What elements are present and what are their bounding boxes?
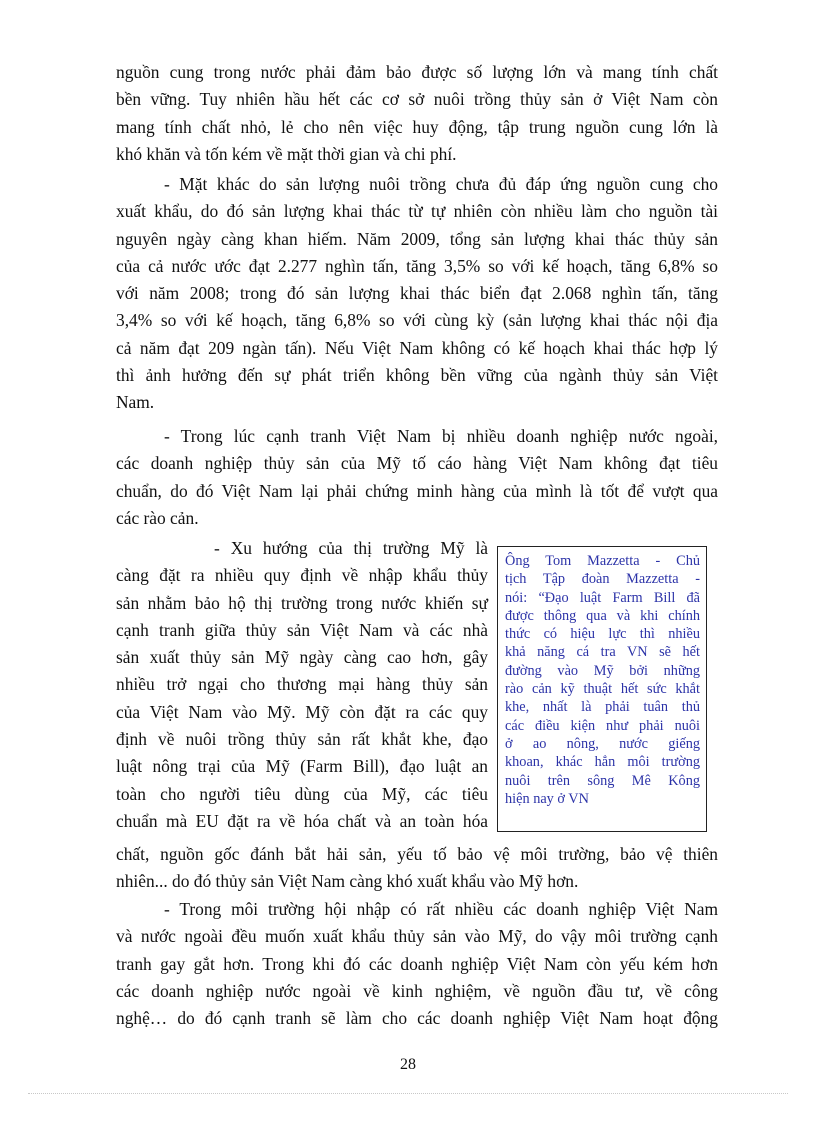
text-line: sản nhằm bảo hộ thị trường trong nước khiến sự [116,592,488,613]
text-line: bền vững. Tuy nhiên hầu hết các cơ sở nuôi trồng thủy sản ở Việt Nam còn [116,89,718,110]
paragraph-3 [116,423,718,532]
text-line: - Trong lúc cạnh tranh Việt Nam bị nhiều doanh nghiệp nước ngoài, [164,426,718,446]
text-line: luật nông trại của Mỹ (Farm Bill), đạo luật an [116,756,488,777]
text-line: nguồn cung trong nước phải đảm bảo được số lượng lớn và mang tính chất [116,62,718,82]
text-line: chuẩn, do đó Việt Nam lại phải chứng minh hàng của mình là tốt để vượt qua [116,480,718,501]
text-line: của Việt Nam vào Mỹ. Mỹ còn đặt ra các quy [116,701,488,722]
footer-divider [28,1093,788,1094]
text-line: và nước ngoài đều muốn xuất khẩu thủy sản vào Mỹ, do vậy môi trường cạnh [116,926,718,947]
text-line: nguyên ngày càng khan hiếm. Năm 2009, tổng sản lượng khai thác thủy sản [116,228,718,249]
text-line: khó khăn và tốn kém về mặt thời gian và chi phí. [116,143,457,164]
page-number: 28 [400,1056,416,1073]
callout-line: khả năng cá tra VN sẽ hết [505,644,700,661]
callout-line: được thông qua và khi chính [505,607,700,624]
text-line: định về nuôi trồng thủy sản rất khắt khe, đạo [116,729,488,750]
paragraph-2 [116,171,718,417]
text-line: 3,4% so với kế hoạch, tăng 6,8% so với cùng kỳ (sản lượng khai thác nội địa [116,310,718,331]
callout-line: khoan, khác hẳn môi trường [505,754,700,771]
text-line: sản xuất thủy sản Mỹ ngày càng cao hơn, gây [116,647,488,668]
text-line: chuẩn mà EU đặt ra về hóa chất và an toàn hóa [116,810,488,831]
paragraph-4-full [116,841,718,896]
callout-line: hiện nay ở VN [505,790,589,807]
text-line: nghệ… do đó cạnh tranh sẽ làm cho các doanh nghiệp Việt Nam hoạt động [116,1008,718,1029]
callout-line: tịch Tập đoàn Mazzetta - [505,571,700,588]
text-line: toàn cho người tiêu dùng của Mỹ, các tiêu [116,783,488,804]
text-line: tranh gay gắt hơn. Trong khi đó các doanh nghiệp Việt Nam còn yếu kém hơn [116,953,718,974]
quote-callout-box [497,546,707,832]
text-line: - Xu hướng của thị trường Mỹ là [214,538,488,558]
text-line: các doanh nghiệp thủy sản của Mỹ tố cáo hàng Việt Nam không đạt tiêu [116,453,718,474]
paragraph-1 [116,59,718,168]
callout-line: nói: “Đạo luật Farm Bill đã [505,589,700,606]
callout-line: các điều kiện như phải nuôi [505,717,700,734]
text-line: của cả nước ước đạt 2.277 nghìn tấn, tăng 3,5% so với kế hoạch, tăng 6,8% so [116,255,718,276]
callout-line: khe, nhất là phải tuân thủ [505,699,700,716]
text-line: cạnh tranh giữa thủy sản Việt Nam và các nhà [116,619,488,640]
callout-line: đường vào Mỹ bởi những [505,662,700,679]
text-line: nhiên... do đó thủy sản Việt Nam càng khó xuất khẩu vào Mỹ hơn. [116,871,579,892]
paragraph-4-narrow [116,535,488,835]
text-line: mang tính chất nhỏ, lẻ cho nên việc huy động, tập trung nguồn cung lớn là [116,116,718,137]
text-line: càng đặt ra nhiều quy định về nhập khẩu thủy [116,565,488,586]
callout-line: nuôi trên sông Mê Kông [505,772,700,789]
text-line: Nam. [116,392,155,413]
text-line: các doanh nghiệp nước ngoài về kinh nghiệm, về nguồn đầu tư, về công [116,980,718,1001]
callout-line: thức có hiệu lực thì nhiều [505,626,700,643]
paragraph-5 [116,896,718,1032]
callout-line: rào cản kỹ thuật hết sức khắt [505,681,700,698]
text-line: thì ảnh hưởng đến sự phát triển không bền vững của ngành thủy sản Việt [116,365,718,386]
text-line: các rào cản. [116,507,199,528]
text-line: - Trong môi trường hội nhập có rất nhiều các doanh nghiệp Việt Nam [164,899,718,919]
callout-line: Ông Tom Mazzetta - Chủ [505,553,700,569]
text-line: với năm 2008; trong đó sản lượng khai thác biển đạt 2.068 nghìn tấn, tăng [116,283,718,304]
text-line: cả năm đạt 209 ngàn tấn). Nếu Việt Nam không có kế hoạch khai thác hợp lý [116,337,718,358]
text-line: - Mặt khác do sản lượng nuôi trồng chưa đủ đáp ứng nguồn cung cho [164,174,718,194]
text-line: nhiều trở ngại cho thương mại hàng thủy sản [116,674,488,695]
text-line: xuất khẩu, do đó sản lượng khai thác từ tự nhiên còn nhiều làm cho nguồn tài [116,201,718,222]
callout-line: ở ao nông, nước giếng [505,735,700,752]
text-line: chất, nguồn gốc đánh bắt hải sản, yếu tố bảo vệ môi trường, bảo vệ thiên [116,844,718,864]
